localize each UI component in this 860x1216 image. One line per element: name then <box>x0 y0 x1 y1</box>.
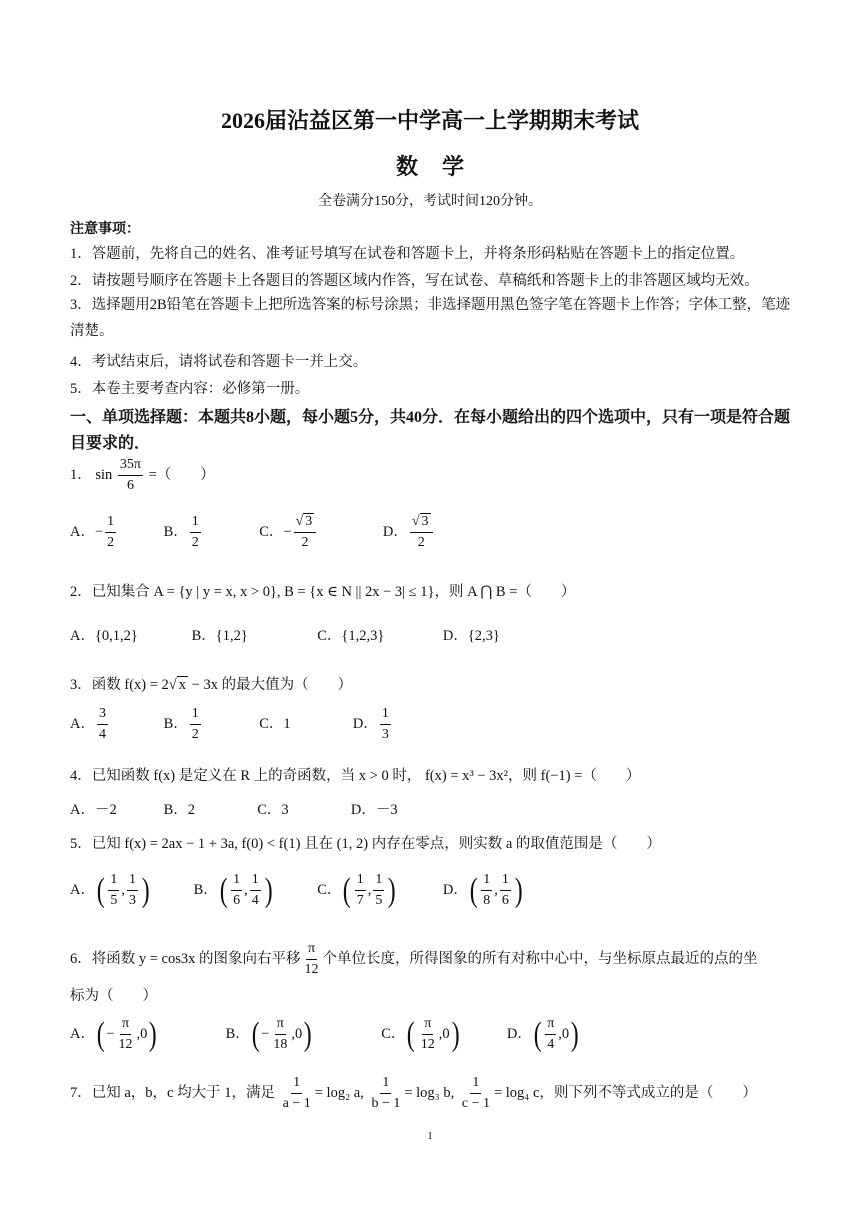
exam-title: 2026届沾益区第一中学高一上学期期末考试 <box>220 108 639 133</box>
question-1-options: A．− $\frac{1}{2}$ B． $\frac{1}{2}$ C．− $\frac{√ 3}{2}$ D． $\frac{√ 3}{2}$ <box>70 515 435 550</box>
question-3: 3．函数 f(x) = 2√ x − 3x 的最大值为（ ） <box>70 677 353 693</box>
question-6-options: A．( − $\frac{\pi}{12}$ ,0) B．( − $\frac{\pi}{18}$ ,0) C．( $\frac{\pi}{12}$ ,0) D．( $\frac{\pi}{4}$ ,0) <box>70 1015 579 1053</box>
notice-item-3: 3．选择题用2B铅笔在答题卡上把所选答案的标号涂黑；非选择题用黑色签字笔在答题卡上作答；字体工整，笔迹清楚。 <box>70 297 791 339</box>
notice-heading: 注意事项： <box>70 222 140 237</box>
question-5: 5．已知 f(x) = 2ax − 1 + 3a, f(0) < f(1) 且在 (1, 2) 内存在零点，则实数 a 的取值范围是（ ） <box>70 836 661 852</box>
question-4: 4．已知函数 f(x) 是定义在 R 上的奇函数，当 x > 0 时， f(x) = x³ − 3x²，则 f(−1) =（ ） <box>70 768 641 784</box>
question-4-options: A．－2 B．2 C．3 D．－3 <box>70 802 398 818</box>
question-2: 2．已知集合 A = {y | y = x, x > 0}, B = {x ∈ N || 2x − 3| ≤ 1}，则 A ⋂ B =（ ） <box>70 584 576 600</box>
q2-option-a: A．{0,1,2} <box>70 628 138 644</box>
question-6-cont: 标为（ ） <box>70 988 157 1004</box>
question-3-options: A． $\frac{3}{4}$ B． $\frac{1}{2}$ C．1 D． $\frac{1}{3}$ <box>70 706 389 742</box>
q2-option-b: B．{1,2} <box>191 628 248 644</box>
question-6: 6．将函数 y = cos3x 的图象向右平移 $\frac{\pi}{12}$ 个单位长度，所得图象的所有对称中心中，与坐标原点最近的点的坐 <box>70 941 758 977</box>
section-heading: 一、单项选择题：本题共8小题，每小题5分，共40分．在每小题给出的四个选项中，只有一项是符合题目要求的． <box>70 409 791 452</box>
q2-option-c: C．{1,2,3} <box>317 628 385 644</box>
page-number: 1 <box>427 1130 433 1142</box>
notice-item-4: 4．考试结束后，请将试卷和答题卡一并上交。 <box>70 354 368 370</box>
notice-item-5: 5．本卷主要考查内容：必修第一册。 <box>70 381 310 397</box>
question-2-options <box>70 624 500 645</box>
question-7: 7．已知 a，b，c 均大于 1，满足 $\frac{1}{a - 1}$ = log₂ a, $\frac{1}{b - 1}$ = log₃ b, $\frac{1}{c - 1}$ = log₄ c，则下列不等式成立的是（ ） <box>70 1075 757 1111</box>
question-1: 1． sin $\frac{35\pi}{6}$ =（ ） <box>70 457 215 493</box>
exam-subject: 数学 <box>395 154 488 179</box>
q2-option-d: D．{2,3} <box>442 628 500 644</box>
notice-item-2: 2．请按题号顺序在答题卡上各题目的答题区域内作答，写在试卷、草稿纸和答题卡上的非答题区域均无效。 <box>70 273 759 289</box>
notice-item-1: 1．答题前，先将自己的姓名、准考证号填写在试卷和答题卡上，并将条形码粘贴在答题卡上的指定位置。 <box>70 246 745 262</box>
exam-meta: 全卷满分150分，考试时间120分钟。 <box>318 194 542 209</box>
question-5-options: A．( $\frac{1}{5}$ , $\frac{1}{3}$ ) B．( $\frac{1}{6}$ , $\frac{1}{4}$ ) C．( $\frac{1}{7}$ , $\frac{1}{5}$ ) D．( $\frac{1}{8}$ , $\frac{1}{6}$ ) <box>70 871 523 909</box>
